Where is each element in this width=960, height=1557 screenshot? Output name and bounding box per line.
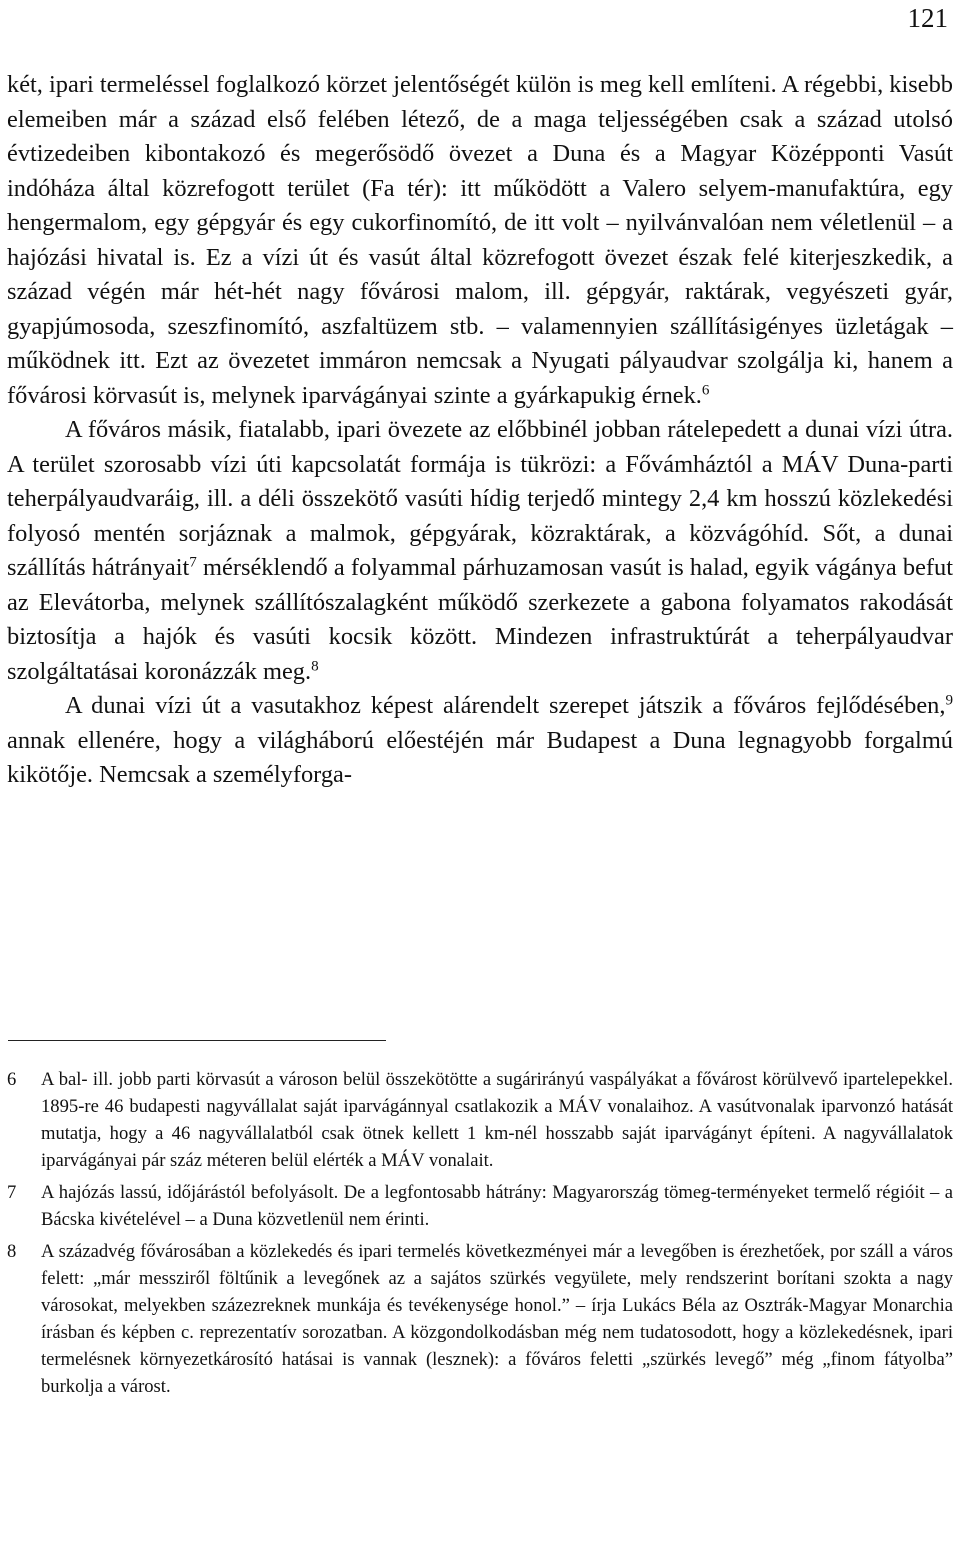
footnote-ref: 6 (701, 382, 710, 399)
footnote (7, 1066, 953, 1174)
footnote-number: 7 (7, 1182, 17, 1203)
footnote-text: A hajózás lassú, időjárástól befolyásolt. De a legfontosabb hátrány: Magyarország tömeg-terményeket termelő régióit – a Bácska kivételével – a Duna közvetlenül nem érinti. (41, 1182, 953, 1230)
paragraph: A dunai vízi út a vasutakhoz képest alárendelt szerepet játszik a főváros fejlődésében,$^9$ annak ellenére, hogy a világháború előestéjén már Budapest a Duna legnagyobb forgalmú kikötője. Nemcsak a személyforga- (7, 692, 953, 788)
footnote-ref: 8 (311, 658, 319, 675)
page-number: 121 (907, 3, 948, 33)
footnote (7, 1179, 953, 1233)
footnote-number: 6 (7, 1069, 17, 1090)
footnote (7, 1238, 953, 1400)
footnote-ref: 9 (945, 692, 953, 709)
footnote-text: A századvég fővárosában a közlekedés és ipari termelés következményei már a levegőben is érezhetőek, por száll a város felett: „már messziről föltűnik a levegőnek az a sajátos szürkés vegyülete, mely rendszerint borítani szokta a nagy városokat, melyekben százezreknek munkája és tevékenysége honol.” – írja Lukács Béla az Osztrák-Magyar Monarchia írásban és képben c. reprezentatív sorozatban. A közgondolkodásban még nem tudatosodott, hogy a közlekedésnek, ipari termelésnek környezetkárosító hatásai is vannak (lesznek): a főváros feletti „szürkés levegő” még „finom fátyolba” burkolja a várost. (41, 1241, 953, 1397)
footnote-number: 8 (7, 1241, 17, 1262)
footnote-separator (8, 1040, 386, 1041)
footnote-ref: 7 (189, 554, 197, 571)
footnote-text: A bal- ill. jobb parti körvasút a városon belül összekötötte a sugárirányú vaspályákat a fővárost körülvevő ipartelepekkel. 1895-re 46 budapesti nagyvállalat saját iparvágánnyal csatlakozik a MÁV vonalaihoz. A vasútvonalak iparvonzó hatását mutatja, hogy a 46 nagyvállalatból csak ötnek kellett 1 km-nél hosszabb saját iparvágányt építeni. A nagyvállalatok iparvágányai pár száz méteren belül elérték a MÁV vonalait. (41, 1069, 953, 1171)
footnotes (7, 1066, 953, 1405)
paragraph: két, ipari termeléssel foglalkozó körzet jelentőségét külön is meg kell említeni. A régebbi, kisebb elemeiben már a század első felében létező, de a maga teljességében csak a század utolsó évtizedeiben kibontakozó és megerősödő övezet a Duna és a Magyar Középponti Vasút indóháza által közrefogott terület (Fa tér): itt működött a Valero selyem-manufaktúra, egy hengermalom, egy gépgyár és egy cukorfinomító, de itt volt – nyilvánvalóan nem véletlenül – a hajózási hivatal is. Ez a vízi út és vasút által közrefogott övezet észak felé kiterjeszkedik, a század végén már hét-hét nagy fővárosi malom, ill. gépgyár, raktárak, vegyészeti gyár, gyapjúmosoda, szeszfinomító, aszfaltüzem stb. – valamennyien szállításigényes üzletágak – működnek itt. Ezt az övezetet immáron nemcsak a Nyugati pályaudvar szolgálja ki, hanem a fővárosi körvasút is, melynek iparvágányai szinte a gyárkapukig érnek.$^6$ (7, 71, 953, 409)
paragraph: A főváros másik, fiatalabb, ipari övezete az előbbinél jobban rátelepedett a dunai vízi útra. A terület szorosabb vízi úti kapcsolatát formája is tükrözi: a Fővámháztól a MÁV Duna-parti teherpályaudvaráig, ill. a déli összekötő vasúti hídig terjedő mintegy 2,4 km hosszú közlekedési folyosó mentén sorjáznak a malmok, gépgyárak, közraktárak, a közvágóhíd. Sőt, a dunai szállítás hátrányait$^7$ mérséklendő a folyammal párhuzamosan vasút is halad, egyik vágánya befut az Elevátorba, melynek szállítószalagként működő szerkezete a gabona folyamatos rakodását biztosítja a hajók és vasúti kocsik között. Mindezen infrastruktúrát a teherpályaudvar szolgáltatásai koronázzák meg.$^8$ (7, 416, 953, 685)
main-text (7, 68, 953, 793)
